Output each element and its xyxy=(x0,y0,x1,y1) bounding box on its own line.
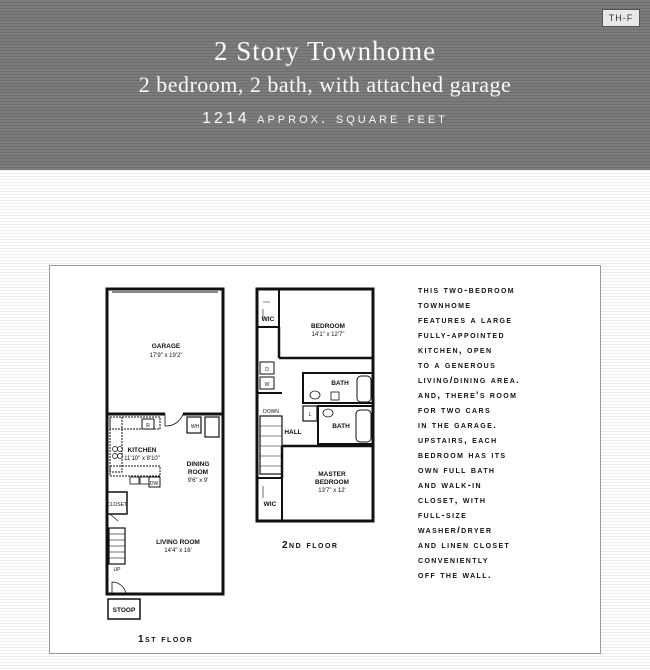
living-dims: 14'4" x 16' xyxy=(164,548,192,554)
fridge-label: R xyxy=(146,423,150,429)
plan-area xyxy=(0,110,650,128)
linen-label: L xyxy=(308,412,312,418)
second-floor-label xyxy=(282,540,338,551)
wh-label: WH xyxy=(190,424,200,430)
bedroom-dims: 14'1" x 12'7" xyxy=(311,332,345,338)
bedroom-label: BEDROOM xyxy=(311,323,345,330)
plan-subtitle: 2 bedroom, 2 bath, with attached garage xyxy=(138,72,512,97)
dining-label: DINING xyxy=(186,461,210,468)
closet-label: CLOSET xyxy=(106,502,128,508)
down-label: DOWN xyxy=(263,409,279,415)
wic-top-label: WIC xyxy=(261,316,275,323)
master-label: MASTER xyxy=(318,471,346,478)
garage-label: GARAGE xyxy=(151,343,181,350)
kitchen-label: KITCHEN xyxy=(127,447,157,454)
area-text: 1214 approx. square feet xyxy=(202,110,448,127)
dining-label-2: ROOM xyxy=(187,469,209,476)
up-label: UP xyxy=(113,567,121,573)
plan-code-badge: TH-F xyxy=(602,9,640,27)
first-floor-label-text: 1st floor xyxy=(138,634,194,645)
kitchen-dims: 11'10" x 8'10" xyxy=(124,456,160,462)
bath-lower-label: BATH xyxy=(332,423,350,430)
dryer-label: D xyxy=(265,367,269,373)
garage-dims: 17'9" x 19'2" xyxy=(149,353,183,359)
dining-dims: 9'6" x 9' xyxy=(187,478,209,484)
stoop-label: STOOP xyxy=(112,607,136,614)
dw-label: DW xyxy=(149,481,159,487)
washer-label: W xyxy=(264,382,270,388)
second-floor-label-text: 2nd floor xyxy=(282,540,339,551)
front-door xyxy=(112,582,126,594)
header-banner xyxy=(0,0,650,170)
first-floor-plan xyxy=(107,289,223,619)
wic-bottom-label: WIC xyxy=(263,501,277,508)
bath-upper-label: BATH xyxy=(331,380,349,387)
plan-title: 2 Story Townhome xyxy=(213,36,437,66)
master-dims: 13'7" x 12' xyxy=(318,488,346,494)
first-floor-label xyxy=(138,634,193,645)
plan-description: this two-bedroom townhome features a large fully-appointed kitchen, open to a generous living/dining area. and, there's room for two cars in the garage. upstairs, each bedroom has its own full bath and walk-in closet, with full-size washer/dryer and linen closet conveniently off the wall. xyxy=(418,285,521,581)
hall-label: HALL xyxy=(284,429,302,436)
master-label-2: BEDROOM xyxy=(315,479,349,486)
second-floor-stairs xyxy=(260,416,282,474)
living-label: LIVING ROOM xyxy=(156,539,200,546)
floorplan-panel xyxy=(49,265,601,654)
